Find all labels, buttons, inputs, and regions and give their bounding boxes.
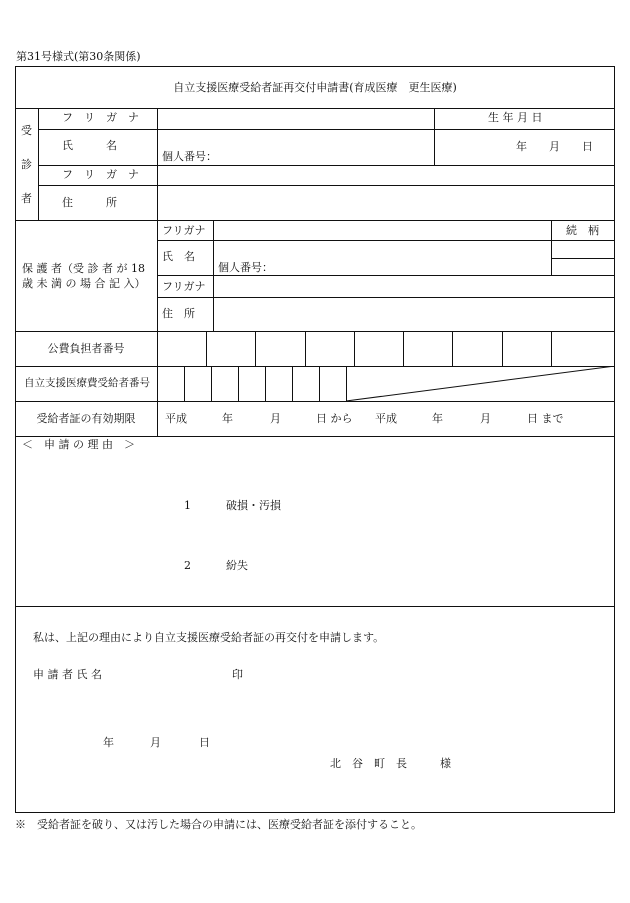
applicant-name-label: 申 請 者 氏 名 bbox=[33, 668, 102, 681]
validity-start-month: 月 bbox=[270, 412, 281, 425]
patient-label-3: 者 bbox=[21, 192, 32, 205]
declaration-statement: 私は、上記の理由により自立支援医療受給者証の再交付を申請します。 bbox=[33, 631, 385, 644]
patient-label-2: 診 bbox=[21, 158, 32, 171]
validity-label: 受給者証の有効期限 bbox=[36, 412, 136, 425]
validity-end-day: 日 まで bbox=[527, 412, 564, 425]
guardian-address-label: 住 所 bbox=[162, 307, 195, 320]
date-day: 日 bbox=[199, 736, 210, 749]
patient-furigana-label: フ リ ガ ナ bbox=[62, 111, 139, 124]
date-year: 年 bbox=[103, 736, 114, 749]
patient-label-1: 受 bbox=[21, 124, 32, 137]
validity-start-era: 平成 bbox=[165, 412, 187, 425]
form-number: 第31号様式(第30条関係) bbox=[16, 50, 141, 63]
seal-mark: 印 bbox=[232, 668, 243, 681]
patient-birth-format: 年 月 日 bbox=[516, 140, 593, 153]
patient-furigana2-label: フ リ ガ ナ bbox=[62, 168, 139, 181]
guardian-name-label: 氏 名 bbox=[162, 250, 195, 263]
reason-option-1-number: 1 bbox=[184, 499, 191, 512]
reason-option-1-text: 破損・汚損 bbox=[226, 499, 281, 512]
guardian-furigana-label: フリガナ bbox=[162, 224, 206, 237]
payer-number-label: 公費負担者番号 bbox=[47, 342, 125, 355]
patient-birth-label: 生 年 月 日 bbox=[488, 111, 543, 124]
guardian-label-line2: 歳 未 満 の 場 合 記 入） bbox=[22, 277, 146, 290]
validity-end-year: 年 bbox=[432, 412, 443, 425]
guardian-relationship-label: 続 柄 bbox=[566, 224, 599, 237]
reason-option-2-number: 2 bbox=[184, 559, 191, 572]
validity-end-era: 平成 bbox=[375, 412, 397, 425]
recipient-number-void-diagonal bbox=[346, 366, 615, 401]
patient-mynumber-label: 個人番号： bbox=[162, 150, 217, 163]
validity-end-month: 月 bbox=[480, 412, 491, 425]
addressee: 北 谷 町 長 様 bbox=[330, 757, 451, 770]
footnote: ※ 受給者証を破り、又は汚した場合の申請には、医療受給者証を添付すること。 bbox=[15, 818, 422, 831]
date-month: 月 bbox=[150, 736, 161, 749]
validity-start-day: 日 から bbox=[316, 412, 353, 425]
guardian-mynumber-label: 個人番号： bbox=[218, 261, 273, 274]
validity-start-year: 年 bbox=[222, 412, 233, 425]
form-title: 自立支援医療受給者証再交付申請書(育成医療 更生医療) bbox=[173, 81, 457, 94]
reason-option-2-text: 紛失 bbox=[226, 559, 248, 572]
reason-header: ＜ 申 請 の 理 由 ＞ bbox=[22, 438, 135, 451]
recipient-number-label: 自立支援医療費受給者番号 bbox=[24, 377, 150, 389]
patient-address-label: 住 所 bbox=[62, 196, 117, 209]
patient-name-label: 氏 名 bbox=[62, 139, 117, 152]
guardian-furigana2-label: フリガナ bbox=[162, 280, 206, 293]
guardian-label-line1: 保 護 者（受 診 者 が 18 bbox=[22, 262, 145, 275]
